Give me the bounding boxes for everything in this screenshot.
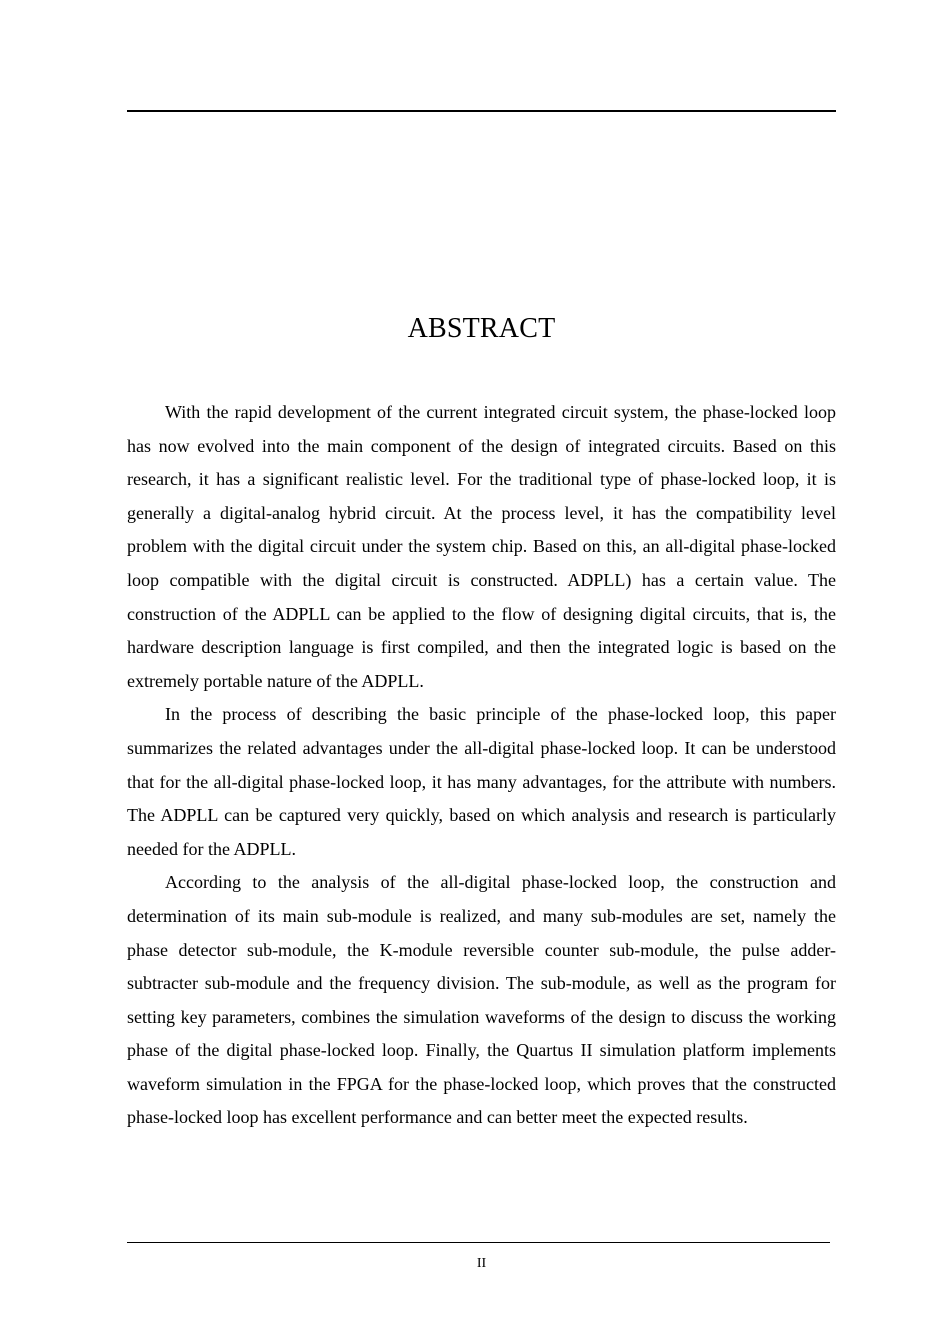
page-title: ABSTRACT xyxy=(407,313,556,344)
page-number: II xyxy=(476,1256,487,1271)
footer-rule xyxy=(127,1242,830,1243)
abstract-paragraph-1: With the rapid development of the current integrated circuit system, the phase-locked loop has now evolved into the main component of the design of integrated circuits. Based on this research, it has a significant realistic level. For the traditional type of phase-locked loop, it is generally a digital-analog hybrid circuit. At the process level, it has the compatibility level problem with the digital circuit under the system chip. Based on this, an all-digital phase-locked loop compatible with the digital circuit is constructed. ADPLL) has a certain value. The construction of the ADPLL can be applied to the flow of designing digital circuits, that is, the hardware description language is first compiled, and then the integrated logic is based on the extremely portable nature of the ADPLL. xyxy=(127,402,836,691)
abstract-body xyxy=(127,396,836,1135)
abstract-paragraph-2: In the process of describing the basic principle of the phase-locked loop, this paper summarizes the related advantages under the all-digital phase-locked loop. It can be understood that for the all-digital phase-locked loop, it has many advantages, for the attribute with numbers. The ADPLL can be captured very quickly, based on which analysis and research is particularly needed for the ADPLL. xyxy=(127,704,836,859)
abstract-paragraph-3: According to the analysis of the all-digital phase-locked loop, the construction and determination of its main sub-module is realized, and many sub-modules are set, namely the phase detector sub-module, the K-module reversible counter sub-module, the pulse adder-subtracter sub-module and the frequency division. The sub-module, as well as the program for setting key parameters, combines the simulation waveforms of the design to discuss the working phase of the digital phase-locked loop. Finally, the Quartus II simulation platform implements waveform simulation in the FPGA for the phase-locked loop, which proves that the constructed phase-locked loop has excellent performance and can better meet the expected results. xyxy=(127,872,836,1128)
header-rule xyxy=(127,110,836,112)
